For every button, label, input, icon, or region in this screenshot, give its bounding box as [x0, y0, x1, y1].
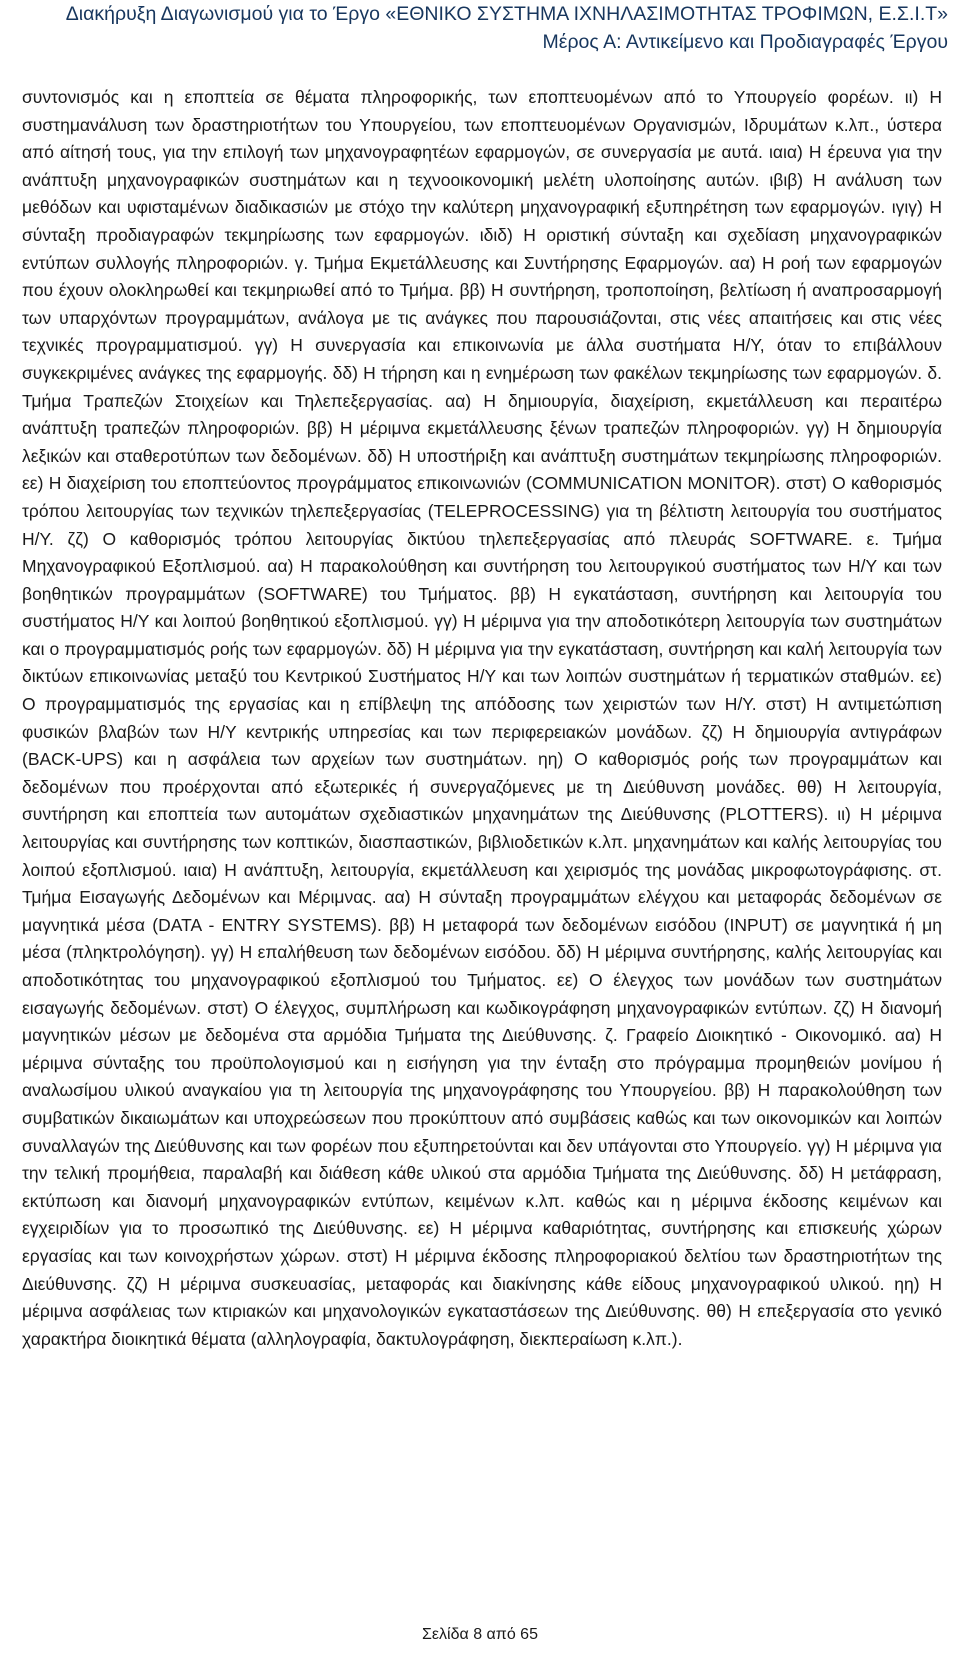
document-title: Διακήρυξη Διαγωνισμού για το Έργο «ΕΘΝΙΚΟ ΣΥΣΤΗΜΑ ΙΧΝΗΛΑΣΙΜΟΤΗΤΑΣ ΤΡΟΦΙΜΩΝ, Ε.Σ.Ι.Τ»: [65, 3, 948, 25]
body-text: [22, 84, 942, 1353]
document-section: Μέρος Α: Αντικείμενο και Προδιαγραφές Έργου: [542, 31, 948, 53]
page-number: Σελίδα 8 από 65: [422, 1626, 538, 1643]
page-header: [0, 0, 948, 56]
body-paragraph: συντονισμός και η εποπτεία σε θέματα πληροφορικής, των εποπτευομένων από το Υπουργείο φορέων. ιι) Η συστημανάλυση των δραστηριοτήτων του Υπουργείου, των εποπτευομένων Οργανισμών, Ιδρυμάτων κ.λπ., ύστερα από αίτησή τους, για την επιλογή των μηχανογραφητέων εφαρμογών, σε συνεργασία με αυτά. ιαια) Η έρευνα για την ανάπτυξη μηχανογραφικών συστημάτων και η τεχνοοικονομική μελέτη υλοποίησης αυτών. ιβιβ) Η ανάλυση των μεθόδων και υφισταμένων διαδικασιών με στόχο την καλύτερη μηχανογραφική εξυπηρέτηση των εφαρμογών. ιγιγ) Η σύνταξη προδιαγραφών τεκμηρίωσης των εφαρμογών. ιδιδ) Η οριστική σύνταξη και σχεδίαση μηχανογραφικών εντύπων συλλογής πληροφοριών. γ. Τμήμα Εκμετάλλευσης και Συντήρησης Εφαρμογών. αα) Η ροή των εφαρμογών που έχουν ολοκληρωθεί και τεκμηριωθεί από το Τμήμα. ββ) Η συντήρηση, τροποποίηση, βελτίωση ή αναπροσαρμογή των υπαρχόντων προγραμμάτων, ανάλογα με τις ανάγκες που παρουσιάζονται, στις νέες απαιτήσεις και στις νέες τεχνικές προγραμματισμού. γγ) Η συνεργασία και επικοινωνία με άλλα συστήματα Η/Υ, όταν το επιβάλλουν συγκεκριμένες ανάγκες της εφαρμογής. δδ) Η τήρηση και η ενημέρωση των φακέλων τεκμηρίωσης των εφαρμογών. δ. Τμήμα Τραπεζών Στοιχείων και Τηλεπεξεργασίας. αα) Η δημιουργία, διαχείριση, εκμετάλλευση και περαιτέρω ανάπτυξη τραπεζών πληροφοριών. ββ) Η μέριμνα εκμετάλλευσης ξένων τραπεζών πληροφοριών. γγ) Η δημιουργία λεξικών και σταθεροτύπων των δεδομένων. δδ) Η υποστήριξη και ανάπτυξη συστημάτων τεκμηρίωσης πληροφοριών. εε) Η διαχείριση του εποπτεύοντος προγράμματος επικοινωνιών (COMMUNICATION MONITOR). στστ) Ο καθορισμός τρόπου λειτουργίας των τεχνικών τηλεπεξεργασίας (TELEPROCESSING) για τη βέλτιστη λειτουργία του συστήματος Η/Υ. ζζ) Ο καθορισμός τρόπου λειτουργίας δικτύου τηλεπεξεργασίας από πλευράς SOFTWARE. ε. Τμήμα Μηχανογραφικού Εξοπλισμού. αα) Η παρακολούθηση και συντήρηση του λειτουργικού συστήματος των Η/Υ και των βοηθητικών προγραμμάτων (SOFTWARE) του Τμήματος. ββ) Η εγκατάσταση, συντήρηση και λειτουργία του συστήματος Η/Υ και λοιπού βοηθητικού εξοπλισμού. γγ) Η μέριμνα για την αποδοτικότερη λειτουργία των συστημάτων και ο προγραμματισμός ροής των εφαρμογών. δδ) Η μέριμνα για την εγκατάσταση, συντήρηση και καλή λειτουργία των δικτύων επικοινωνίας μεταξύ του Κεντρικού Συστήματος Η/Υ και των λοιπών συστημάτων ή τερματικών σταθμών. εε) Ο προγραμματισμός της εργασίας και η επίβλεψη της απόδοσης των χειριστών των Η/Υ. στστ) Η αντιμετώπιση φυσικών βλαβών των Η/Υ κεντρικής υπηρεσίας και των περιφερειακών μονάδων. ζζ) Η δημιουργία αντιγράφων (BACK-UPS) και η ασφάλεια των αρχείων των συστημάτων. ηη) Ο καθορισμός ροής των προγραμμάτων και δεδομένων που προέρχονται από εξωτερικές ή συνεργαζόμενες με τη Διεύθυνση μονάδες. θθ) Η λειτουργία, συντήρηση και εποπτεία των αυτομάτων σχεδιαστικών μηχανημάτων της Διεύθυνσης (PLOTTERS). ιι) Η μέριμνα λειτουργίας και συντήρησης των κοπτικών, διασπαστικών, βιβλιοδετικών κ.λπ. μηχανημάτων και καλής λειτουργίας του λοιπού εξοπλισμού. ιαια) Η ανάπτυξη, λειτουργία, εκμετάλλευση και χειρισμός της μονάδας μικροφωτογράφισης. στ. Τμήμα Εισαγωγής Δεδομένων και Μέριμνας. αα) Η σύνταξη προγραμμάτων ελέγχου και μεταφοράς δεδομένων σε μαγνητικά μέσα (DATA - ENTRY SYSTEMS). ββ) Η μεταφορά των δεδομένων εισόδου (INPUT) σε μαγνητικά ή μη μέσα (πληκτρολόγηση). γγ) Η επαλήθευση των δεδομένων εισόδου. δδ) Η μέριμνα συντήρησης, καλής λειτουργίας και αποδοτικότητας του μηχανογραφικού εξοπλισμού του Τμήματος. εε) Ο έλεγχος των μονάδων των συστημάτων εισαγωγής δεδομένων. στστ) Ο έλεγχος, συμπλήρωση και κωδικογράφηση μηχανογραφικών εντύπων. ζζ) Η διανομή μαγνητικών μέσων με δεδομένα στα αρμόδια Τμήματα της Διεύθυνσης. ζ. Γραφείο Διοικητικό - Οικονομικό. αα) Η μέριμνα σύνταξης του προϋπολογισμού και η εισήγηση για την ένταξη στο πρόγραμμα προμηθειών μονίμου ή αναλωσίμου υλικού αναγκαίου για τη λειτουργία της μηχανογράφησης του Υπουργείου. ββ) Η παρακολούθηση των συμβατικών δικαιωμάτων και υποχρεώσεων που προκύπτουν από συμβάσεις καθώς και των οικονομικών και λοιπών συναλλαγών της Διεύθυνσης και των φορέων που εξυπηρετούνται και δεν υπάγονται στο Υπουργείο. γγ) Η μέριμνα για την τελική προμήθεια, παραλαβή και διάθεση κάθε υλικού στα αρμόδια Τμήματα της Διεύθυνσης. δδ) Η μετάφραση, εκτύπωση και διανομή μηχανογραφικών εντύπων, κειμένων κ.λπ. καθώς και η μέριμνα έκδοσης κειμένων και εγχειριδίων για το προσωπικό της Διεύθυνσης. εε) Η μέριμνα καθαριότητας, συντήρησης και επισκευής χώρων εργασίας και των κοινοχρήστων χώρων. στστ) Η μέριμνα έκδοσης πληροφοριακού δελτίου των δραστηριοτήτων της Διεύθυνσης. ζζ) Η μέριμνα συσκευασίας, μεταφοράς και διακίνησης κάθε είδους μηχανογραφικού υλικού. ηη) Η μέριμνα ασφάλειας των κτιριακών και μηχανολογικών εγκαταστάσεων της Διεύθυνσης. θθ) Η επεξεργασία στο γενικό χαρακτήρα διοικητικά θέματα (αλληλογραφία, δακτυλογράφηση, διεκπεραίωση κ.λπ.).: [22, 87, 942, 1349]
